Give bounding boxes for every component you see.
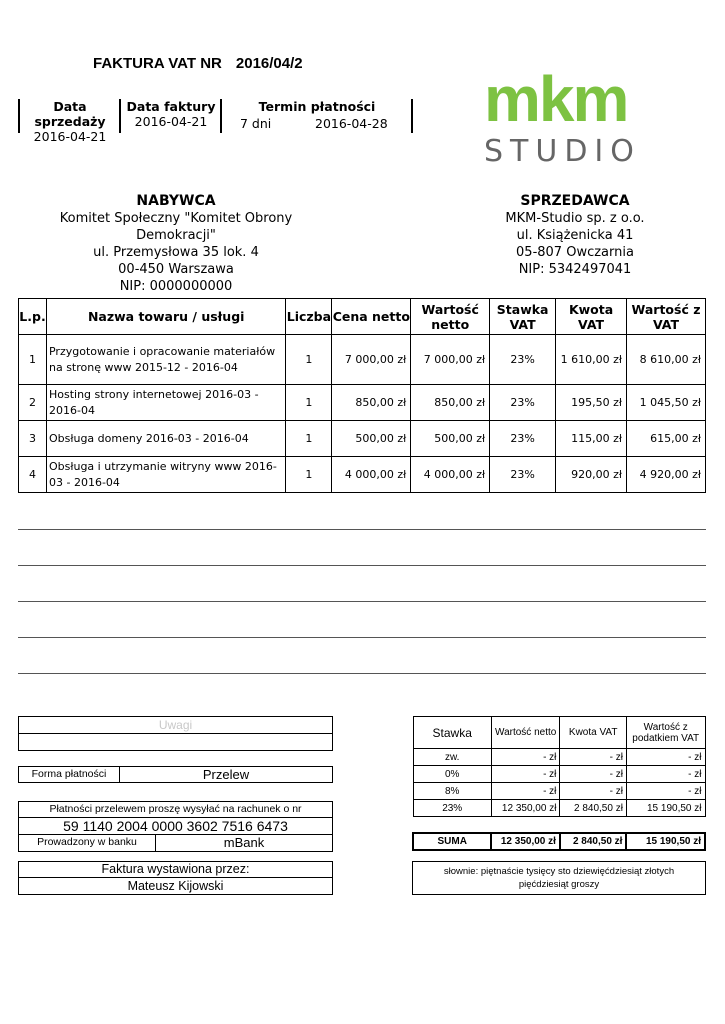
transfer-note: Płatności przelewem proszę wysyłać na rachunek o nr <box>19 802 332 818</box>
item-vat-amount: 115,00 zł <box>556 421 627 457</box>
item-name: Przygotowanie i opracowanie materiałów na stronę www 2015-12 - 2016-04 <box>46 335 285 385</box>
item-net-value: 7 000,00 zł <box>411 335 490 385</box>
item-quantity: 1 <box>286 335 332 385</box>
item-net-value: 500,00 zł <box>411 421 490 457</box>
item-vat-amount: 195,50 zł <box>556 385 627 421</box>
table-row <box>19 385 706 421</box>
item-quantity: 1 <box>286 385 332 421</box>
divider <box>220 99 222 133</box>
buyer-block <box>18 192 334 295</box>
seller-city: 05-807 Owczarnia <box>516 245 634 260</box>
summary-net: - zł <box>491 766 560 783</box>
item-vat-amount: 920,00 zł <box>556 457 627 493</box>
invoice-number: 2016/04/2 <box>235 55 303 72</box>
vat-summary-table <box>412 716 706 851</box>
summary-vat: - zł <box>560 766 627 783</box>
item-vat-rate: 23% <box>490 421 556 457</box>
item-gross-value: 4 920,00 zł <box>627 457 706 493</box>
summary-header-row <box>413 717 705 749</box>
table-row <box>413 800 705 817</box>
item-gross-value: 615,00 zł <box>627 421 706 457</box>
blank-line <box>18 601 706 602</box>
summary-rate: 0% <box>413 766 491 783</box>
payment-form-label: Forma płatności <box>19 767 120 782</box>
item-gross-value: 1 045,50 zł <box>627 385 706 421</box>
items-header-row <box>19 299 706 335</box>
summary-total-row <box>413 833 705 850</box>
summary-total-gross: 15 190,50 zł <box>626 833 705 850</box>
issuer-box <box>18 861 333 895</box>
column-header: L.p. <box>19 299 47 335</box>
divider <box>119 99 121 133</box>
row-number: 3 <box>19 421 47 457</box>
summary-gross: - zł <box>626 766 705 783</box>
invoice-title <box>93 55 317 72</box>
bank-name: mBank <box>223 835 265 850</box>
column-header: Kwota VAT <box>556 299 627 335</box>
item-unit-price: 7 000,00 zł <box>332 335 411 385</box>
blank-line <box>18 565 706 566</box>
row-number: 1 <box>19 335 47 385</box>
bank-account-number: 59 1140 2004 0000 3602 7516 6473 <box>19 818 332 835</box>
column-header: Wartość netto <box>491 717 560 749</box>
summary-vat: 2 840,50 zł <box>560 800 627 817</box>
column-header: Wartość z podatkiem VAT <box>626 717 705 749</box>
blank-line <box>18 529 706 530</box>
seller-name: MKM-Studio sp. z o.o. <box>505 211 645 226</box>
payment-form-value: Przelew <box>202 767 250 782</box>
items-table <box>18 298 706 493</box>
buyer-heading: NABYWCA <box>136 193 216 209</box>
item-name: Obsługa domeny 2016-03 - 2016-04 <box>46 421 285 457</box>
item-vat-rate: 23% <box>490 335 556 385</box>
buyer-street: ul. Przemysłowa 35 lok. 4 <box>93 245 259 260</box>
remarks-label: Uwagi <box>19 717 332 734</box>
invoice-date-block <box>124 99 218 129</box>
spacer-row <box>413 817 705 833</box>
bank-row <box>19 835 332 851</box>
company-logo-mark: mkm <box>484 63 628 135</box>
divider <box>18 99 20 133</box>
table-row <box>19 421 706 457</box>
item-quantity: 1 <box>286 421 332 457</box>
payment-days: 7 dni <box>240 116 272 131</box>
column-header: Wartość z VAT <box>627 299 706 335</box>
item-net-value: 850,00 zł <box>411 385 490 421</box>
blank-line <box>18 637 706 638</box>
summary-net: - zł <box>491 783 560 800</box>
amount-in-words: słownie: piętnaście tysięcy sto dziewięćdziesiąt złotych pięćdziesiąt groszy <box>412 861 706 895</box>
item-quantity: 1 <box>286 457 332 493</box>
table-row <box>19 457 706 493</box>
seller-street: ul. Książenicka 41 <box>516 228 634 243</box>
summary-gross: 15 190,50 zł <box>626 800 705 817</box>
row-number: 2 <box>19 385 47 421</box>
bank-details-box <box>18 801 333 852</box>
table-row <box>413 783 705 800</box>
table-row <box>19 335 706 385</box>
item-vat-rate: 23% <box>490 457 556 493</box>
column-header: Stawka <box>413 717 491 749</box>
sale-date: 2016-04-21 <box>33 129 107 144</box>
summary-total-vat: 2 840,50 zł <box>560 833 627 850</box>
company-logo-text: STUDIO <box>484 134 641 169</box>
summary-net: 12 350,00 zł <box>491 800 560 817</box>
invoice-date-label: Data faktury <box>126 99 216 114</box>
seller-block <box>468 192 682 278</box>
item-name: Hosting strony internetowej 2016-03 - 2016-04 <box>46 385 285 421</box>
row-number: 4 <box>19 457 47 493</box>
column-header: Kwota VAT <box>560 717 627 749</box>
summary-total-net: 12 350,00 zł <box>491 833 560 850</box>
item-vat-amount: 1 610,00 zł <box>556 335 627 385</box>
item-name: Obsługa i utrzymanie witryny www 2016-03 - 2016-04 <box>46 457 285 493</box>
payment-due: 2016-04-28 <box>315 116 388 131</box>
payment-term-block <box>224 99 410 131</box>
summary-gross: - zł <box>626 783 705 800</box>
item-unit-price: 500,00 zł <box>332 421 411 457</box>
payment-term-label: Termin płatności <box>258 99 376 114</box>
item-net-value: 4 000,00 zł <box>411 457 490 493</box>
blank-line <box>18 673 706 674</box>
summary-total-label: SUMA <box>413 833 491 850</box>
seller-nip: NIP: 5342497041 <box>518 262 632 277</box>
column-header: Nazwa towaru / usługi <box>46 299 285 335</box>
table-row <box>413 766 705 783</box>
issuer-name: Mateusz Kijowski <box>127 879 224 893</box>
column-header: Cena netto <box>332 299 411 335</box>
remarks-box <box>18 716 333 751</box>
summary-gross: - zł <box>626 749 705 766</box>
sale-date-block <box>22 99 118 144</box>
item-vat-rate: 23% <box>490 385 556 421</box>
summary-net: - zł <box>491 749 560 766</box>
summary-rate: 23% <box>413 800 491 817</box>
remarks-field <box>19 734 332 750</box>
column-header: Liczba <box>286 299 332 335</box>
summary-rate: 8% <box>413 783 491 800</box>
invoice-title-label: FAKTURA VAT NR <box>93 55 222 72</box>
buyer-name: Komitet Społeczny "Komitet Obrony Demokracji" <box>59 211 293 243</box>
seller-heading: SPRZEDAWCA <box>520 193 630 209</box>
payment-form-row <box>18 766 333 783</box>
divider <box>411 99 413 133</box>
item-unit-price: 850,00 zł <box>332 385 411 421</box>
item-unit-price: 4 000,00 zł <box>332 457 411 493</box>
buyer-nip: NIP: 0000000000 <box>119 279 233 294</box>
summary-vat: - zł <box>560 783 627 800</box>
issuer-label: Faktura wystawiona przez: <box>19 862 332 878</box>
table-row <box>413 749 705 766</box>
item-gross-value: 8 610,00 zł <box>627 335 706 385</box>
invoice-date: 2016-04-21 <box>134 114 208 129</box>
buyer-city: 00-450 Warszawa <box>118 262 234 277</box>
column-header: Wartość netto <box>411 299 490 335</box>
summary-vat: - zł <box>560 749 627 766</box>
bank-label: Prowadzony w banku <box>19 835 156 851</box>
summary-rate: zw. <box>413 749 491 766</box>
sale-date-label: Data sprzedaży <box>34 99 106 129</box>
column-header: Stawka VAT <box>490 299 556 335</box>
